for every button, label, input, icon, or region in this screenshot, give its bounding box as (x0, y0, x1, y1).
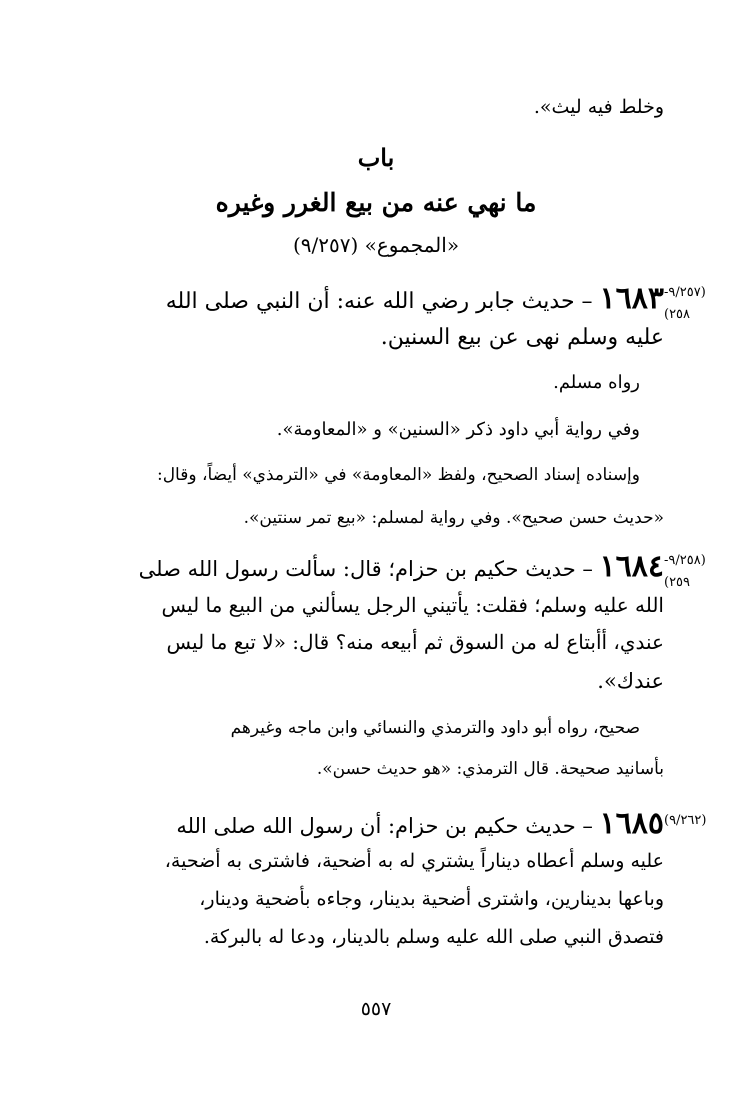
hadith-line: الله عليه وسلم؛ فقلت: يأتيني الرجل يسألني من البيع ما ليس (161, 593, 664, 617)
hadith-note: وإسناده إسناد الصحيح، ولفظ «المعاومة» في «الترمذي» أيضاً، وقال: (156, 465, 640, 485)
hadith-ref-line: (٩/٢٥٨- (664, 553, 706, 568)
hadith-line: عندي، أأبتاع له من السوق ثم أبيعه منه؟ قال: «لا تبع ما ليس (166, 630, 664, 654)
hadith-ref-line: (٩/٢٥٧- (664, 285, 706, 300)
hadith-line: عندك». (597, 669, 664, 693)
hadith-line: عليه وسلم أعطاه ديناراً يشتري له به أضحية، فاشترى به أضحية، (164, 850, 664, 872)
hadith-ref-line: (٩/٢٦٢) (664, 813, 707, 828)
chapter-source: «المجموع» (٩/٢٥٧) (292, 233, 460, 257)
continuation-line: وخلط فيه ليث». (533, 96, 664, 118)
hadith-line: وباعها بدينارين، واشترى أضحية بدينار، وجاءه بأضحية ودينار، (199, 888, 664, 910)
hadith-ref (664, 810, 734, 832)
hadith-ref-line: ٢٥٨) (664, 307, 691, 322)
hadith-number: ١٦٨٤ (599, 549, 664, 584)
hadith-note: وفي رواية أبي داود ذكر «السنين» و «المعاومة». (276, 419, 640, 440)
chapter-title: ما نهي عنه من بيع الغرر وغيره (215, 188, 537, 217)
hadith-note: صحيح، رواه أبو داود والترمذي والنسائي وابن ماجه وغيرهم (230, 718, 640, 738)
hadith-line (176, 806, 664, 841)
hadith-line: فتصدق النبي صلى الله عليه وسلم بالدينار، ودعا له بالبركة. (203, 926, 664, 948)
page-number: ٥٥٧ (360, 998, 392, 1020)
hadith-ref (664, 550, 734, 594)
hadith-text: – حديث جابر رضي الله عنه: أن النبي صلى الله (165, 289, 593, 314)
hadith-text: – حديث حكيم بن حزام: أن رسول الله صلى الله (176, 814, 593, 838)
hadith-ref (664, 282, 734, 326)
hadith-ref-line: ٢٥٩) (664, 575, 691, 590)
chapter-bab: باب (357, 143, 395, 172)
hadith-line: عليه وسلم نهى عن بيع السنين. (380, 325, 664, 350)
hadith-line (166, 281, 664, 316)
hadith-note: بأسانيد صحيحة. قال الترمذي: «هو حديث حسن». (316, 759, 664, 779)
hadith-line (139, 549, 664, 584)
hadith-text: – حديث حكيم بن حزام؛ قال: سألت رسول الله صلى (138, 557, 593, 581)
hadith-number: ١٦٨٥ (599, 806, 664, 841)
hadith-note: «حديث حسن صحيح». وفي رواية لمسلم: «بيع تمر سنتين». (243, 508, 664, 528)
hadith-number: ١٦٨٣ (599, 281, 664, 316)
hadith-note: رواه مسلم. (553, 372, 640, 393)
